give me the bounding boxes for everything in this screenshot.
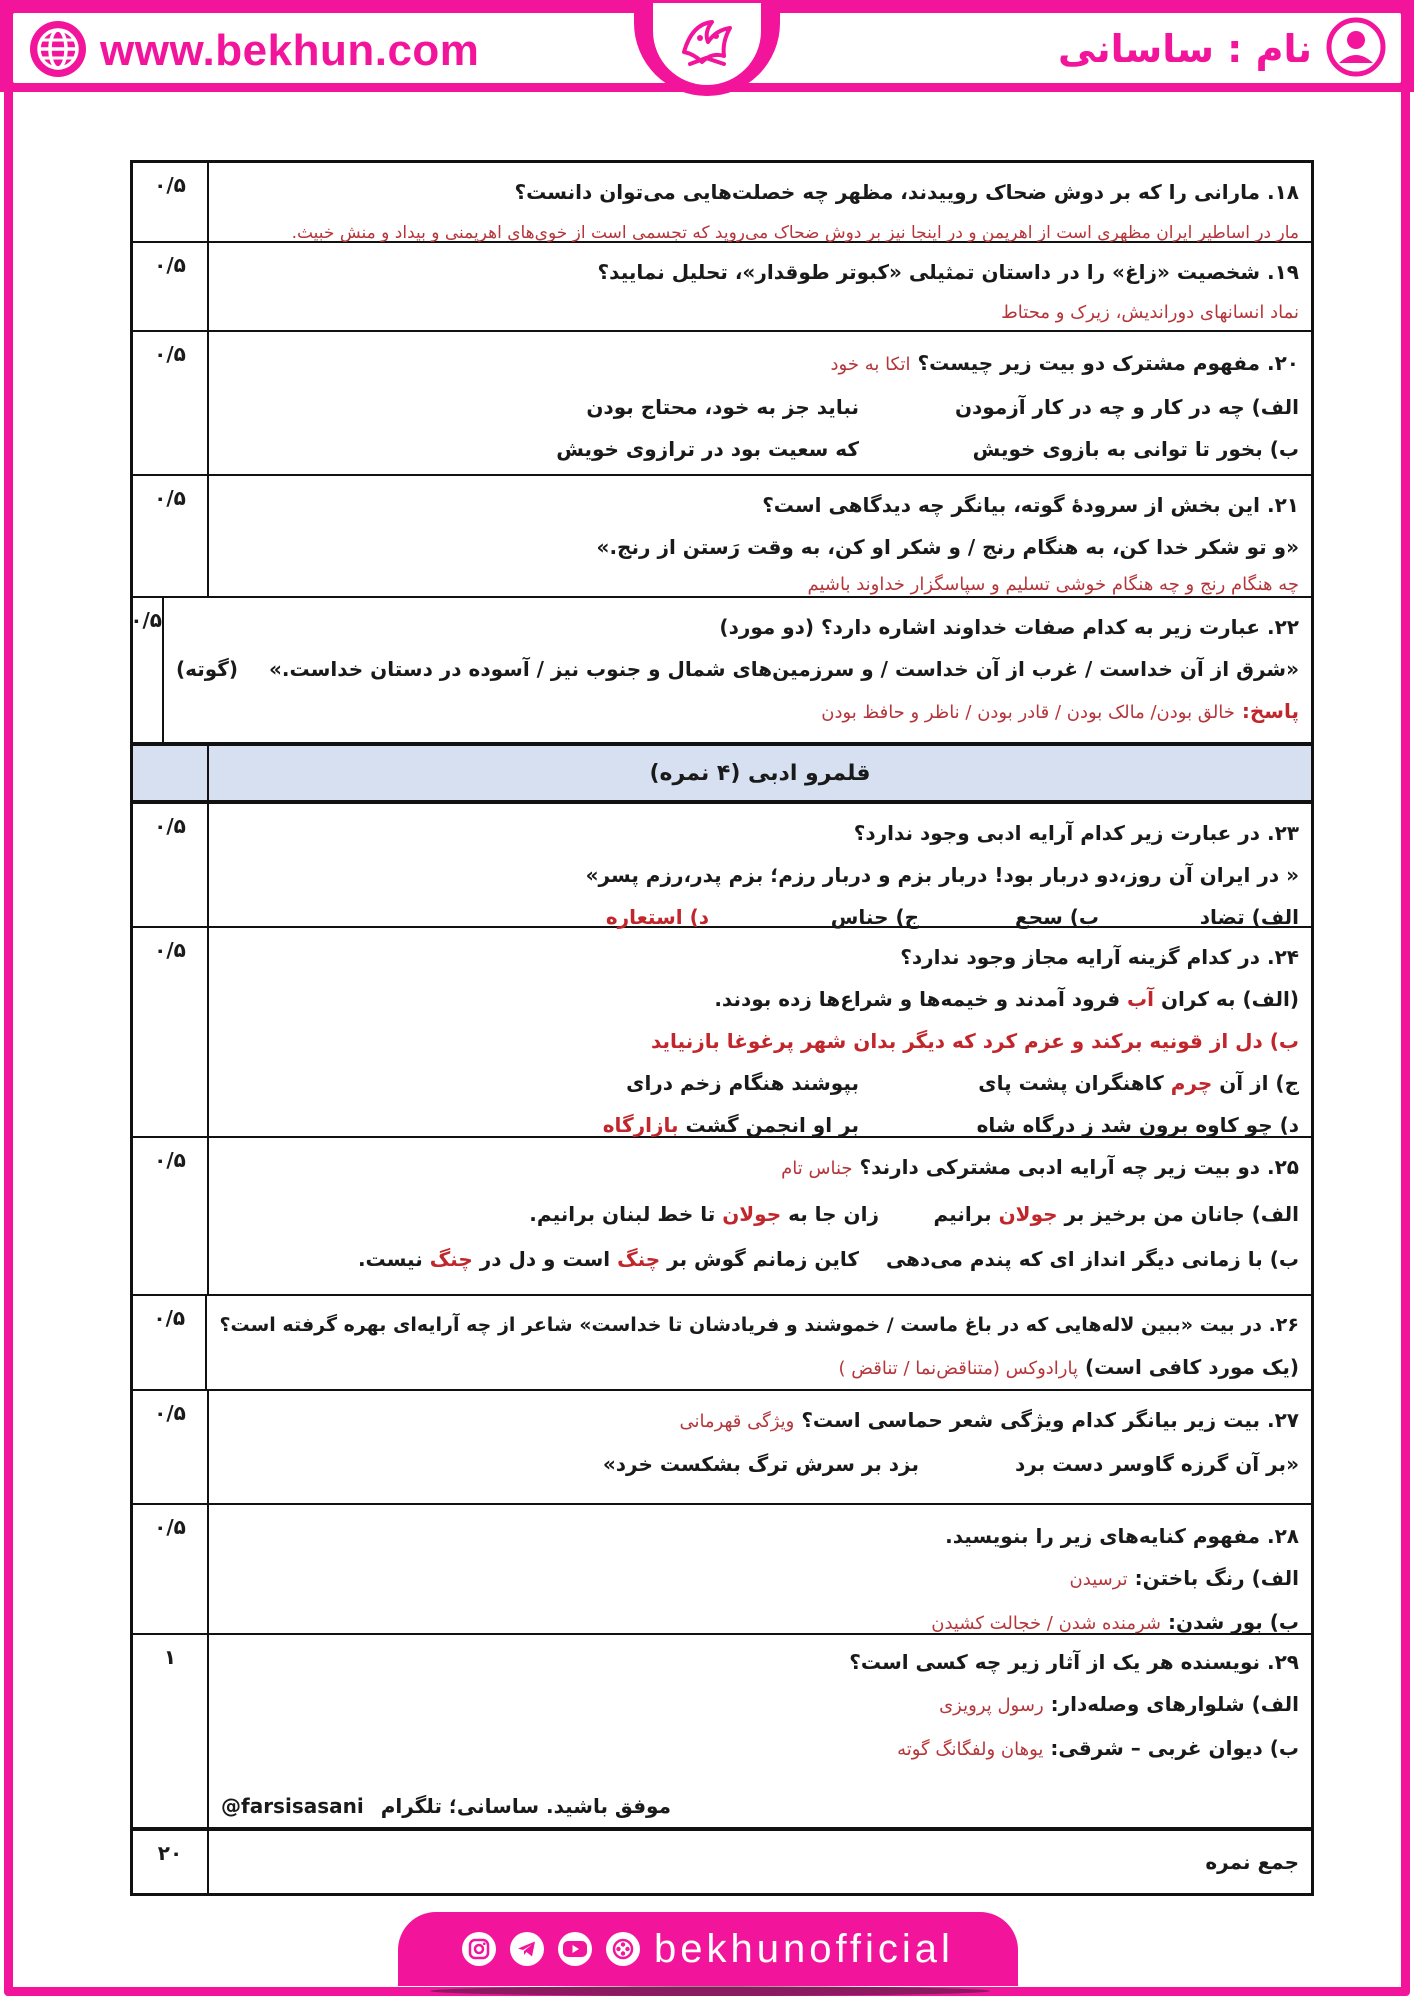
globe-icon [28, 19, 88, 83]
name-label: نام : ساسانی [1057, 27, 1312, 71]
total-score: ۲۰ [133, 1831, 209, 1893]
answer-text: اتکا به خود [830, 354, 911, 375]
question-text: ۲۳. در عبارت زیر کدام آرایه ادبی وجود ندارد؟ [853, 821, 1299, 845]
verse-line [221, 386, 1299, 428]
verse-hemistich [859, 1062, 1299, 1104]
telegram-icon[interactable] [510, 1932, 544, 1966]
question-prompt: ۲۵. دو بیت زیر چه آرایه ادبی مشترکی دارند؟ [859, 1155, 1299, 1179]
question-text: ۲۱. این بخش از سرودهٔ گوته، بیانگر چه دیدگاهی است؟ [762, 493, 1299, 517]
highlight-word: جولان [722, 1202, 782, 1226]
quote-text: «شرق از آن خداست / غرب از آن خداست / و سرزمین‌های شمال و جنوب نیز / آسوده در دستان خداست.» [269, 657, 1299, 681]
highlight-word: چرم [1170, 1071, 1213, 1095]
question-text: ۲۲. عبارت زیر به کدام صفات خداوند اشاره دارد؟ (دو مورد) [719, 615, 1299, 639]
question-row [133, 476, 1311, 598]
question-text [221, 1146, 1299, 1190]
highlight-word: چنگ [617, 1247, 661, 1271]
highlight-word: آب [1127, 987, 1154, 1011]
kenaye-a [221, 1557, 1299, 1601]
work-a [221, 1683, 1299, 1727]
question-cell [209, 804, 1311, 929]
footer-social-bar [398, 1912, 1018, 1986]
question-row [130, 598, 1311, 746]
option-c: ج) جناس [830, 905, 919, 929]
exam-table [130, 160, 1314, 1896]
answer-line [176, 690, 1299, 734]
total-row [133, 1831, 1311, 1893]
verse-hemistich: «بر آن گرزه گاوسر دست برد [1014, 1452, 1299, 1476]
instagram-icon[interactable] [462, 1932, 496, 1966]
question-text: ۲۴. در کدام گزینه آرایه مجاز وجود ندارد؟ [900, 945, 1299, 969]
option-text: (الف) به کران [1154, 987, 1299, 1011]
option-text: فرود آمدند و خیمه‌ها و شراع‌ها زده بودند. [714, 987, 1128, 1011]
question-cell [209, 163, 1311, 241]
question-row [133, 1391, 1311, 1505]
option-a [221, 978, 1299, 1020]
score-cell: ۰/۵ [133, 243, 209, 330]
question-text: ۲۶. در بیت «ببین لاله‌هایی که در باغ ماست / خموشند و فریادشان تا خداست» شاعر از چه آرایه‌ای بهره گرفته است؟ [219, 1314, 1299, 1336]
option-text: بر او انجمن گشت [678, 1113, 859, 1137]
verse-line [221, 1238, 1299, 1280]
score-cell: ۰/۵ [133, 1505, 209, 1633]
question-cell [209, 928, 1311, 1136]
verse-hemistich: د) چو کاوه برون شد ز درگاه شاه [976, 1113, 1299, 1137]
score-cell: ۰/۵ [133, 804, 209, 926]
sign-off-text: موفق باشید. ساسانی؛ تلگرام [380, 1794, 671, 1818]
student-name [1058, 18, 1386, 80]
verse-text: الف) جانان من برخیز بر [1057, 1202, 1299, 1226]
social-handle[interactable]: bekhunofficial [654, 1926, 954, 1971]
score-cell: ۱ [133, 1635, 209, 1827]
verse-hemistich [529, 1190, 879, 1238]
answer-text: نماد انسانهای دوراندیش، زیرک و محتاط [1001, 302, 1299, 323]
score-cell: ۰/۵ [133, 332, 209, 474]
question-cell [209, 1138, 1311, 1294]
quote-text: « در ایران آن روز،دو دربار بود! دربار بزم و دربار رزم؛ بزم پدر،رزم پسر» [585, 863, 1299, 887]
question-cell [209, 332, 1311, 474]
verse-line [221, 1190, 1299, 1238]
question-note-line [219, 1346, 1299, 1390]
item-label: الف) شلوارهای وصله‌دار: [1050, 1692, 1299, 1716]
answer-text: شرمنده شدن / خجالت کشیدن [931, 1613, 1162, 1634]
item-label: ب) بور شدن: [1167, 1610, 1299, 1634]
question-row [133, 804, 1311, 928]
question-text: ۱۹. شخصیت «زاغ» را در داستان تمثیلی «کبوتر طوقدار»، تحلیل نمایید؟ [597, 260, 1299, 284]
sign-off-line [221, 1771, 1299, 1827]
answer-text: جناس تام [781, 1158, 853, 1179]
verse-hemistich: بپوشند هنگام زخم درای [626, 1071, 859, 1095]
footer-shadow [430, 1986, 990, 1996]
question-note: (یک مورد کافی است) [1084, 1355, 1299, 1379]
score-cell: ۰/۵ [130, 598, 164, 742]
question-text: ۲۸. مفهوم کنایه‌های زیر را بنویسید. [945, 1524, 1299, 1548]
verse-line [221, 1443, 1299, 1485]
option-a: الف) تضاد [1199, 905, 1299, 929]
bekhun-logo-icon [653, 3, 761, 85]
total-label-cell [209, 1831, 1311, 1893]
score-cell: ۰/۵ [133, 928, 209, 1136]
question-row [133, 1296, 1311, 1391]
question-text: ۲۹. نویسنده هر یک از آثار زیر چه کسی است؟ [849, 1650, 1299, 1674]
verse-text: برانیم [933, 1202, 999, 1226]
verse-hemistich: ب) با زمانی دیگر انداز ای که پندم می‌دهی [885, 1247, 1299, 1271]
question-row [133, 928, 1311, 1138]
score-cell: ۰/۵ [133, 163, 209, 241]
question-row [133, 332, 1311, 476]
answer-text: رسول پرویزی [939, 1695, 1044, 1716]
verse-hemistich [879, 1190, 1299, 1238]
score-cell [133, 746, 209, 800]
verse-text: است و دل در [472, 1247, 618, 1271]
highlight-word: چنگ [429, 1247, 473, 1271]
score-cell: ۰/۵ [133, 1296, 207, 1389]
highlight-word: جولان [998, 1202, 1058, 1226]
verse-text: نیست. [357, 1247, 430, 1271]
verse-hemistich: که سعیت بود در ترازوی خویش [556, 437, 859, 461]
aparat-icon[interactable] [606, 1932, 640, 1966]
answer-text: خالق بودن/ مالک بودن / قادر بودن / ناظر و حافظ بودن [821, 702, 1235, 723]
quote-author: (گوته) [175, 657, 239, 681]
question-cell [164, 598, 1311, 742]
work-b [221, 1727, 1299, 1771]
answer-text: ترسیدن [1069, 1569, 1128, 1590]
option-b: ب) سجع [1015, 905, 1099, 929]
question-cell [207, 1296, 1311, 1389]
verse-text: زان جا به [781, 1202, 879, 1226]
youtube-icon[interactable] [558, 1932, 592, 1966]
question-cell [209, 476, 1311, 596]
verse-hemistich: بزد بر سرش ترگ بشکست خرد» [602, 1452, 919, 1476]
total-label: جمع نمره [1205, 1850, 1299, 1874]
answer-text: مار در اساطیر ایران مظهری است از اهریمن و در اینجا نیز بر دوش ضحاک می‌روید که تجسمی است از خوی‌های اهریمنی و بیداد و منش خبیث. [291, 223, 1299, 243]
score-cell: ۰/۵ [133, 1138, 209, 1294]
answer-text: چه هنگام رنج و چه هنگام خوشی تسلیم و سپاسگزار خداوند باشیم [807, 574, 1299, 595]
section-title: قلمرو ادبی (۴ نمره) [649, 760, 871, 786]
verse-text: کاین زمانم گوش بر [660, 1247, 859, 1271]
user-icon [1326, 17, 1386, 81]
question-row [133, 1505, 1311, 1635]
option-text: کاهنگران پشت پای [978, 1071, 1171, 1095]
verse-line [221, 428, 1299, 470]
question-cell [209, 1635, 1311, 1827]
website-text: www.bekhun.com [100, 26, 480, 75]
option-b: ب) دل از قونیه برکند و عزم کرد که دیگر بدان شهر پرغوغا بازنیاید [650, 1029, 1299, 1053]
item-label: ب) دیوان غربی – شرقی: [1050, 1736, 1299, 1760]
option-d: د) استعاره [605, 905, 709, 929]
question-prompt: ۲۷. بیت زیر بیانگر کدام ویژگی شعر حماسی است؟ [801, 1408, 1299, 1432]
verse-hemistich [358, 1238, 859, 1280]
quote-text: «و تو شکر خدا کن، به هنگام رنج / و شکر او کن، به وقت رَستن از رنج.» [596, 535, 1299, 559]
quote-line [176, 648, 1299, 690]
question-row [133, 243, 1311, 332]
question-row [133, 1138, 1311, 1296]
telegram-handle[interactable]: @farsisasani [221, 1794, 364, 1818]
answer-text: ویژگی قهرمانی [679, 1411, 795, 1432]
question-cell [209, 1505, 1311, 1633]
option-text: ج) از آن [1212, 1071, 1299, 1095]
question-text [221, 1399, 1299, 1443]
question-text [221, 342, 1299, 386]
item-label: الف) رنگ باختن: [1134, 1566, 1299, 1590]
question-text: ۱۸. مارانی را که بر دوش ضحاک روییدند، مظهر چه خصلت‌هایی می‌توان دانست؟ [514, 180, 1299, 204]
verse-hemistich: ب) بخور تا توانی به بازوی خویش [972, 437, 1299, 461]
question-row [133, 163, 1311, 243]
header [0, 0, 1414, 96]
question-row [133, 1635, 1311, 1831]
question-prompt: ۲۰. مفهوم مشترک دو بیت زیر چیست؟ [917, 351, 1299, 375]
verse-hemistich: الف) چه در کار و چه در کار آزمودن [954, 395, 1299, 419]
score-cell: ۰/۵ [133, 1391, 209, 1503]
score-cell: ۰/۵ [133, 476, 209, 596]
answer-text: پارادوکس (متناقض‌نما / تناقض ) [838, 1358, 1078, 1379]
question-cell [209, 243, 1311, 330]
answer-label: پاسخ: [1241, 699, 1299, 723]
option-c [221, 1062, 1299, 1104]
section-header [133, 746, 1311, 804]
verse-text: تا خط لبنان برانیم. [529, 1202, 723, 1226]
highlight-word: بازارگاه [602, 1113, 679, 1137]
answer-text: یوهان ولفگانگ گوته [897, 1739, 1044, 1760]
question-cell [209, 1391, 1311, 1503]
website-link[interactable] [28, 20, 479, 82]
verse-hemistich: نباید جز به خود، محتاج بودن [586, 395, 859, 419]
